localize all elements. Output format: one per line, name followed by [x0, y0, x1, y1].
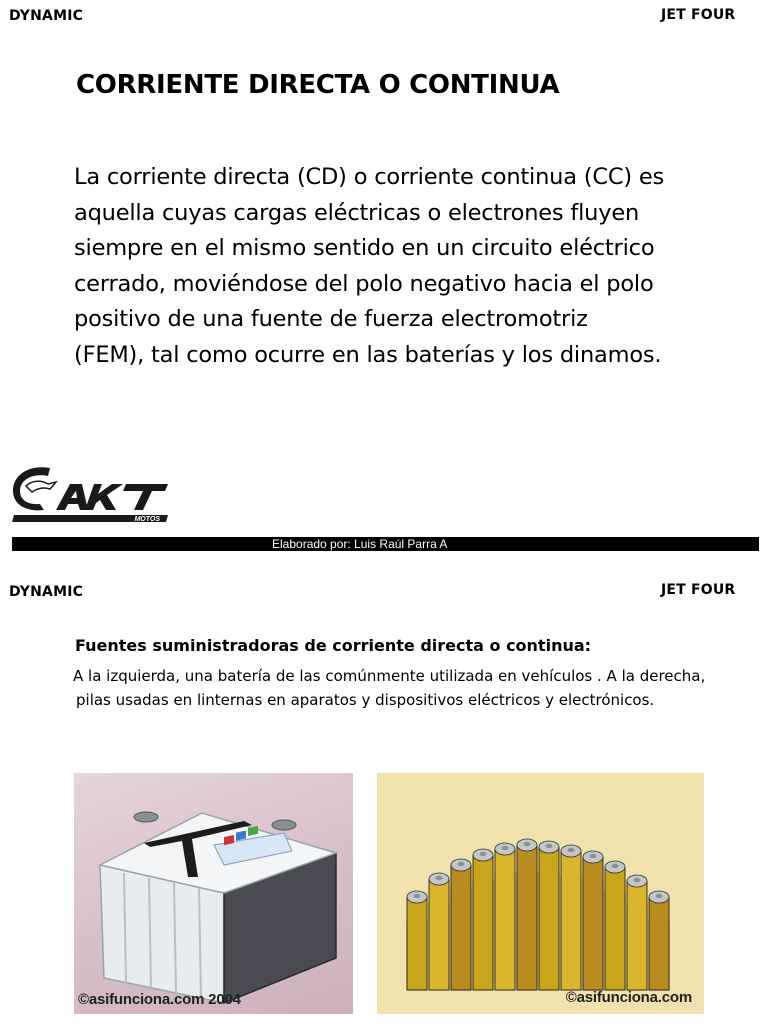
- body-line: aquella cuyas cargas eléctricas o electrones fluyen: [74, 199, 640, 226]
- dry-cell: [407, 891, 427, 990]
- section-description: [73, 664, 733, 712]
- photo-credit: ©asifunciona.com: [565, 989, 692, 1006]
- dry-cell: [583, 851, 603, 990]
- body-paragraph: [74, 160, 734, 373]
- photo-credit: ©asifunciona.com 2004: [78, 991, 241, 1008]
- page-2: [0, 576, 768, 1024]
- section-subtitle: Fuentes suministradoras de corriente directa o continua:: [75, 636, 592, 655]
- dry-cell: [473, 849, 493, 990]
- description-line: A la izquierda, una batería de las comúnmente utilizada en vehículos . A la derecha,: [73, 667, 706, 685]
- dry-cell: [517, 839, 537, 990]
- footer-credit: Elaborado por: Luis Raúl Parra A: [272, 537, 448, 551]
- dry-cell: [539, 841, 559, 990]
- header-right: JET FOUR: [661, 7, 736, 23]
- dry-cell: [495, 843, 515, 990]
- body-line: positivo de una fuente de fuerza electromotriz: [74, 306, 588, 332]
- dry-cells-illustration: [377, 773, 704, 1014]
- car-battery-illustration: [74, 773, 353, 1014]
- car-battery-photo: [74, 773, 353, 1014]
- body-line: La corriente directa (CD) o corriente continua (CC) es: [74, 164, 665, 190]
- body-line: siempre en el mismo sentido en un circuito eléctrico: [74, 235, 655, 261]
- dry-cell: [605, 861, 625, 990]
- dry-cells-photo: [377, 773, 704, 1014]
- body-line: (FEM), tal como ocurre en las baterías y los dinamos.: [74, 341, 662, 368]
- description-line: pilas usadas en linternas en aparatos y dispositivos eléctricos y electrónicos.: [76, 691, 655, 709]
- akt-motos-logo: [10, 462, 172, 532]
- dry-cell: [627, 875, 647, 990]
- dry-cell: [451, 859, 471, 990]
- body-line: cerrado, moviéndose del polo negativo hacia el polo: [74, 270, 654, 297]
- header-right: JET FOUR: [661, 582, 736, 598]
- logo-bird: [26, 481, 56, 492]
- dry-cell: [649, 891, 669, 990]
- dry-cell: [561, 845, 581, 990]
- page-title: CORRIENTE DIRECTA O CONTINUA: [76, 70, 560, 100]
- logo-subtext: MOTOS: [134, 516, 160, 523]
- dry-cell: [429, 873, 449, 990]
- header-left: DYNAMIC: [9, 584, 84, 600]
- header-left: DYNAMIC: [9, 8, 84, 24]
